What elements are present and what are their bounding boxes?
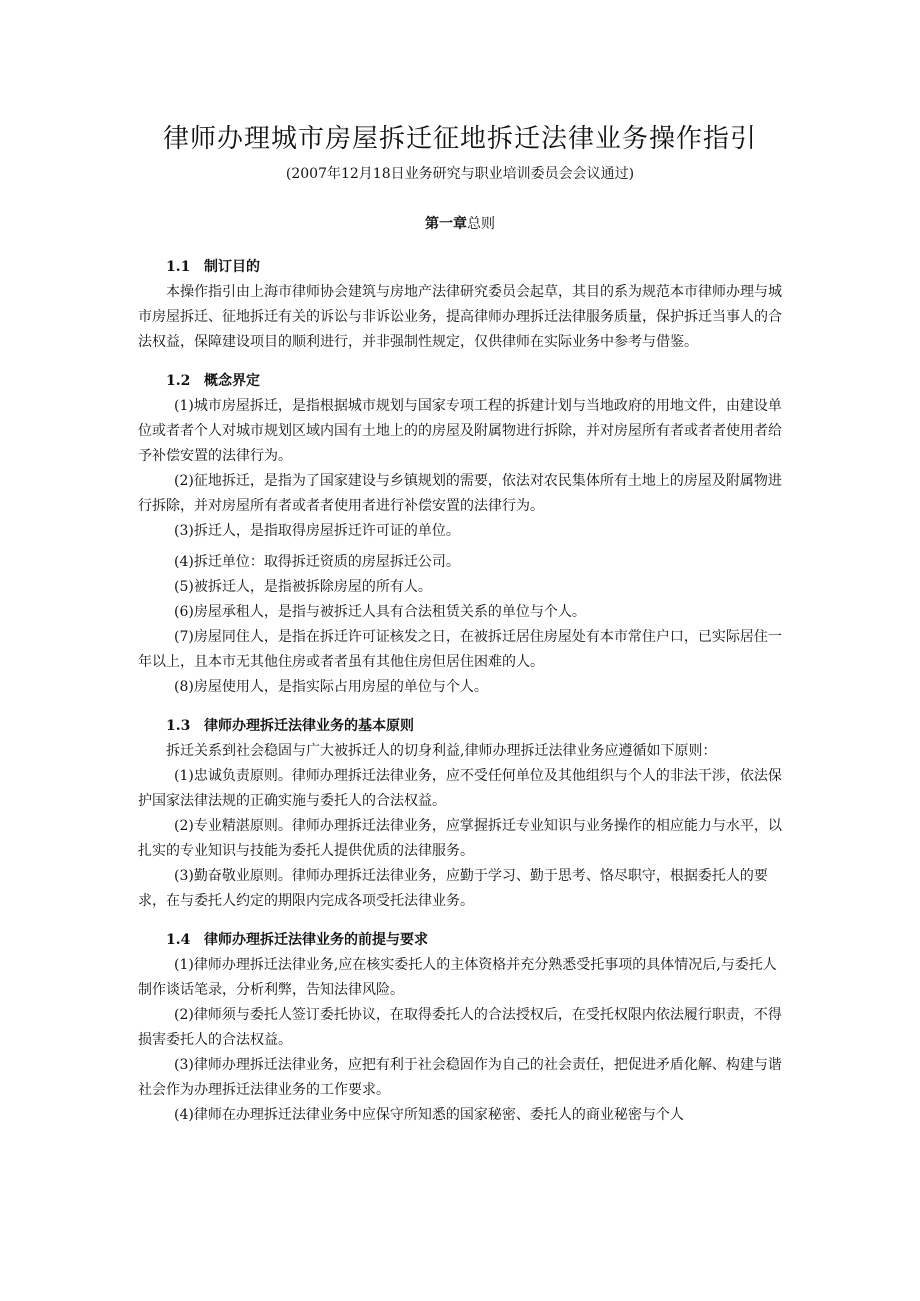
list-item: (3)律师办理拆迁法律业务，应把有利于社会稳固作为自己的社会责任，把促进矛盾化解、构建与谐社会作为办理拆迁法律业务的工作要求。 [138,1057,782,1098]
section-title: 律师办理拆迁法律业务的基本原则 [204,718,414,734]
document-title: 律师办理城市房屋拆迁征地拆迁法律业务操作指引 [162,124,757,154]
section-number: 1.2 [166,373,191,389]
list-item: (2)专业精湛原则。律师办理拆迁法律业务，应掌握拆迁专业知识与业务操作的相应能力与水平，以扎实的专业知识与技能为委托人提供优质的法律服务。 [138,818,782,859]
list-item: (2)征地拆迁，是指为了国家建设与乡镇规划的需要，依法对农民集体所有土地上的房屋及附属物进行拆除，并对房屋所有者或者者使用者进行补偿安置的法律行为。 [138,473,782,514]
section-title: 律师办理拆迁法律业务的前提与要求 [204,932,428,948]
list-item: (1)城市房屋拆迁，是指根据城市规划与国家专项工程的拆建计划与当地政府的用地文件，由建设单位或者者个人对城市规划区域内国有土地上的的房屋及附属物进行拆除，并对房屋所有者或者者使用者给予补偿安置的法律行为。 [138,398,782,464]
section-number: 1.4 [166,932,191,948]
paragraph: 本操作指引由上海市律师协会建筑与房地产法律研究委员会起草，其目的系为规范本市律师办理与城市房屋拆迁、征地拆迁有关的诉讼与非诉讼业务，提高律师办理拆迁法律服务质量，保护拆迁当事人的合法权益，保障建设项目的顺利进行，并非强制性规定，仅供律师在实际业务中参考与借鉴。 [138,284,782,350]
section-number: 1.1 [166,259,191,275]
section-heading [138,928,788,953]
list-item: (1)律师办理拆迁法律业务,应在核实委托人的主体资格并充分熟悉受托事项的具体情况后,与委托人制作谈话笔录，分析利弊，告知法律风险。 [138,957,777,998]
section-title: 制订目的 [204,259,260,275]
chapter-name: 总则 [467,216,495,232]
list-item: (3)勤奋敬业原则。律师办理拆迁法律业务，应勤于学习、勤于思考、恪尽职守，根据委托人的要求，在与委托人约定的期限内完成各项受托法律业务。 [138,868,768,909]
list-item: (6)房屋承租人，是指与被拆迁人具有合法租赁关系的单位与个人。 [174,604,586,620]
document-subtitle: (2007年12月18日业务研究与职业培训委员会会议通过) [285,166,635,182]
section-heading [138,369,788,394]
list-item: (5)被拆迁人，是指被拆除房屋的所有人。 [174,579,432,595]
document-body [138,255,788,1128]
list-item: (7)房屋同住人，是指在拆迁许可证核发之日，在被拆迁居住房屋处有本市常住户口，已实际居住一年以上，且本市无其他住房或者者虽有其他住房但居住困难的人。 [138,629,782,670]
paragraph: 拆迁关系到社会稳固与广大被拆迁人的切身利益,律师办理拆迁法律业务应遵循如下原则： [166,743,717,759]
list-item: (4)律师在办理拆迁法律业务中应保守所知悉的国家秘密、委托人的商业秘密与个人 [174,1107,684,1123]
list-item: (2)律师须与委托人签订委托协议，在取得委托人的合法授权后，在受托权限内依法履行职责，不得损害委托人的合法权益。 [138,1007,782,1048]
section-number: 1.3 [166,718,191,734]
list-item: (1)忠诚负责原则。律师办理拆迁法律业务，应不受任何单位及其他组织与个人的非法干涉，依法保护国家法律法规的正确实施与委托人的合法权益。 [138,768,782,809]
list-item: (4)拆迁单位：取得拆迁资质的房屋拆迁公司。 [174,554,460,570]
section-title: 概念界定 [204,373,260,389]
list-item: (3)拆迁人，是指取得房屋拆迁许可证的单位。 [174,523,460,539]
chapter-heading [0,213,920,233]
list-item: (8)房屋使用人，是指实际占用房屋的单位与个人。 [174,679,488,695]
chapter-number: 第一章 [425,216,467,232]
section-heading [138,714,788,739]
section-heading [138,255,788,280]
